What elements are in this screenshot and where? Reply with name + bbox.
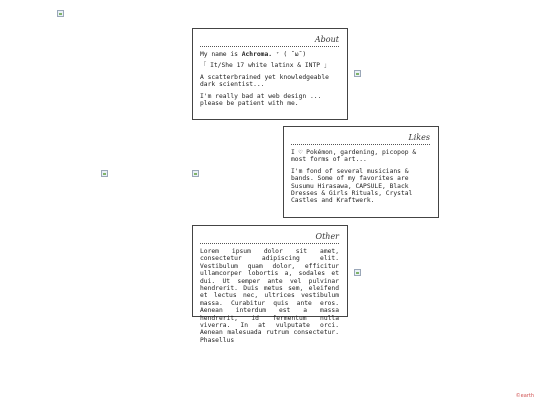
likes-title: Likes [291,133,430,145]
about-name: Achroma. [241,51,273,58]
about-name-line [200,51,339,58]
broken-image-icon [192,170,199,177]
broken-image-icon [354,269,361,276]
likes-card [283,126,439,218]
about-name-prefix: My name is [200,51,242,58]
likes-hobbies: I ♡ Pokémon, gardening, picopop & most forms of art... [291,149,417,164]
about-pronouns-line: 「 It/She 17 white latinx & INTP 」 [200,62,331,70]
other-title: Other [200,232,339,244]
about-title: About [200,35,339,47]
about-note: I'm really bad at web design ... please be patient with me. [200,92,322,108]
other-scroll-area[interactable] [200,248,339,344]
about-card [192,28,348,120]
other-card[interactable] [192,225,348,344]
about-name-suffix: ⁺ ( ˘ω˘) [272,51,307,58]
likes-music: I'm fond of several musicians & bands. Some of my favorites are Susumu Hirasawa, CAPSULE, Black Dresses & Girls Rituals, Crystal Castles and Kraftwerk. [291,167,413,205]
broken-image-icon [354,70,361,77]
other-body: Lorem ipsum dolor sit amet, consectetur adipiscing elit. Vestibulum quam dolor, efficitur ullamcorper lobortis a, sodales et dui. Ut semper ante vel pulvinar hendrerit. Duis metus sem, eleifend et lectus nec, ultrices vestibulum massa. Curabitur quis ante eros. Aenean interdum est a massa hendrerit, id fermentum nulla viverra. In at vulputate orci. Aenean malesuada rutrum consectetur. Phasellus [200,248,339,344]
broken-image-icon [101,170,108,177]
credit-text: ©earth [515,393,534,399]
about-description: A scatterbrained yet knowledgeable dark scientist... [200,73,329,89]
broken-image-icon [57,10,64,17]
